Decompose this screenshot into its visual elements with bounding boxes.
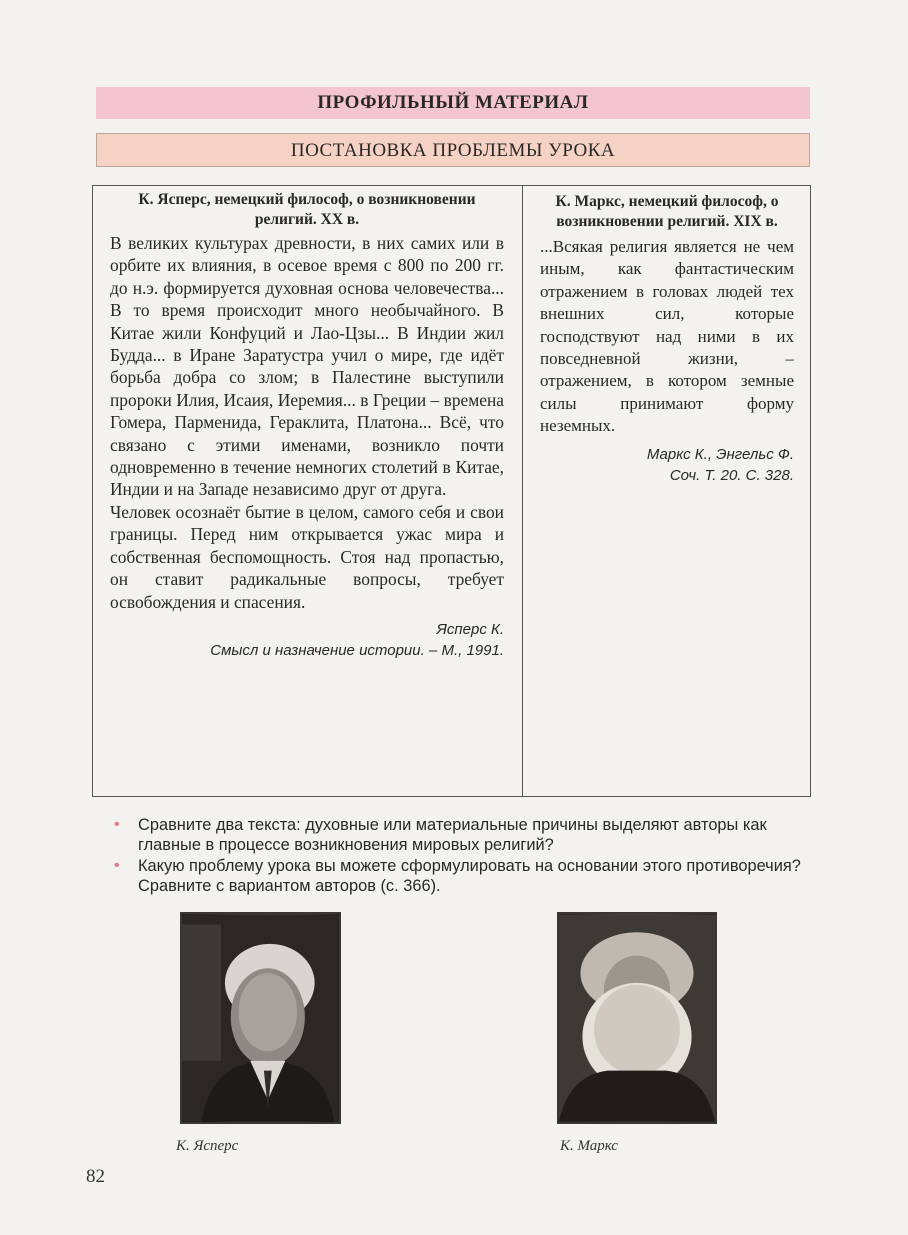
questions-list	[114, 816, 814, 898]
jaspers-paragraph-1: В великих культурах древности, в них самих или в орбите их влияния, в осевое время с 800 по 200 гг. до н.э. формируется духовная основа человечества... В то время происходит много необычайного. В Китае жили Конфуций и Лао-Цзы... В Индии жил Будда... в Иране Заратустра учил о мире, где идёт борьба добра со злом; в Палестине выступили пророки Илия, Исаия, Иеремия... в Греции – времена Гомера, Парменида, Гераклита, Платона... Всё, что связано с этими именами, возникло почти одновременно в течение немногих столетий в Китае, Индии и на Западе независимо друг от друга.	[110, 233, 504, 500]
jaspers-heading: К. Ясперс, немецкий философ, о возникновении религий. XX в.	[138, 191, 476, 228]
jaspers-citation-author: Ясперс К.	[436, 620, 504, 638]
marx-paragraph: ...Всякая религия является не чем иным, как фантастическим отражением в головах людей тех внешних сил, которые господствуют над ними в их повседневной жизни, – отражением, в котором земные силы принимают форму неземных.	[540, 237, 794, 436]
marx-portrait	[557, 912, 717, 1124]
jaspers-caption: К. Ясперс	[176, 1138, 239, 1154]
marx-citation-source: Соч. Т. 20. С. 328.	[669, 466, 794, 484]
marx-source	[540, 192, 794, 486]
marx-citation-author: Маркс К., Энгельс Ф.	[646, 445, 794, 463]
jaspers-portrait-illustration	[182, 914, 339, 1122]
profile-material-banner: ПРОФИЛЬНЫЙ МАТЕРИАЛ	[96, 87, 810, 119]
jaspers-source	[110, 190, 504, 661]
jaspers-citation-source: Смысл и назначение истории. – М., 1991.	[210, 641, 504, 659]
jaspers-citation	[110, 619, 504, 661]
marx-text	[540, 236, 794, 438]
jaspers-text	[110, 232, 504, 613]
jaspers-portrait	[180, 912, 341, 1124]
marx-heading: К. Маркс, немецкий философ, о возникновении религий. XIX в.	[555, 193, 779, 230]
jaspers-paragraph-2: Человек осознаёт бытие в целом, самого себя и свои границы. Перед ним открывается ужас мира и собственная беспомощность. Стоя над пропастью, он ставит радикальные вопросы, требует освобождения и спасения.	[110, 501, 504, 612]
column-divider	[522, 185, 523, 797]
marx-portrait-illustration	[559, 914, 715, 1122]
page-number: 82	[86, 1166, 105, 1187]
bullet-icon: •	[114, 816, 120, 833]
bullet-icon: •	[114, 857, 120, 874]
question-item	[114, 816, 814, 855]
marx-citation	[540, 444, 794, 486]
question-item	[114, 857, 814, 896]
lesson-problem-banner: ПОСТАНОВКА ПРОБЛЕМЫ УРОКА	[96, 133, 810, 167]
question-text: Какую проблему урока вы можете сформулировать на основании этого противоречия? Сравните с вариантом авторов (с. 366).	[138, 857, 801, 895]
question-text: Сравните два текста: духовные или материальные причины выделяют авторы как главные в процессе возникновения мировых религий?	[138, 816, 767, 854]
marx-caption: К. Маркс	[560, 1138, 618, 1154]
